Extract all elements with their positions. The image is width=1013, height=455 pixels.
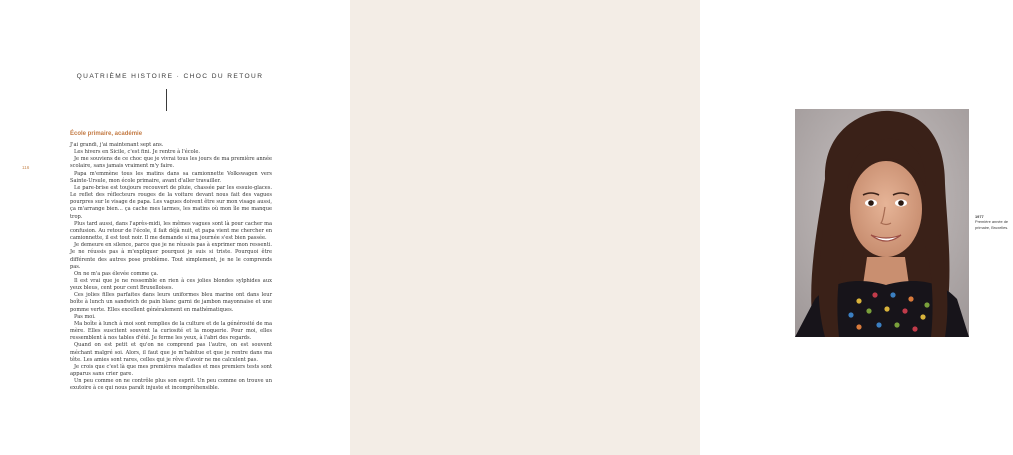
section-heading: QUATRIÈME HISTOIRE · CHOC DU RETOUR <box>76 73 264 80</box>
heading-divider <box>166 89 167 111</box>
paragraph: Papa m'emmène tous les matins dans sa camionnette Volkswagen vers Sainte-Ursule, mon école primaire, avant d'aller travailler. <box>70 170 272 184</box>
paragraph: Le pare-brise est toujours recouvert de pluie, chassée par les essuie-glaces. Le reflet des réflecteurs rouges de la voiture devant nous fait des vagues pourpres sur le visage de papa. Les vagues doivent être sur mon visage aussi, ça m'arrange bien… ça cache mes larmes, les matins où mon île me manque trop. <box>70 184 272 220</box>
page-number: 116 <box>22 165 30 170</box>
paragraph: Ma boîte à lunch à moi sont remplies de la culture et de la générosité de ma mère. Elles suscitent souvent la curiosité et la moquerie. Pour moi, elles ressemblent à nos tables d'été. Je ferme les yeux, à l'abri des regards. <box>70 320 272 342</box>
caption-year: 1977 <box>975 214 984 219</box>
paragraph: Un peu comme on ne contrôle plus son esprit. Un peu comme on trouve un exutoire à ce qui nous paraît injuste et incompréhensible. <box>70 378 272 392</box>
photo-caption <box>975 214 1013 230</box>
body-text <box>70 142 272 402</box>
caption-text: Première année de primaire, Bruxelles. <box>975 219 1009 230</box>
paragraph: J'ai grandi, j'ai maintenant sept ans. <box>70 142 164 148</box>
paragraph: Je crois que c'est là que mes premières maladies et mes premiers tests sont apparus sans crier gare. <box>70 363 272 377</box>
paragraph: On ne m'a pas élevée comme ça. <box>74 270 159 277</box>
subsection-title: École primaire, académie <box>70 131 143 137</box>
paragraph: Il est vrai que je ne ressemble en rien à ces jolies blondes sylphides aux yeux bleus, cent pour cent Bruxelloises. <box>70 277 272 292</box>
paragraph: Pas moi. <box>74 313 96 320</box>
left-page <box>0 0 350 455</box>
paragraph: Je me souviens de ce choc que je vivrai tous les jours de ma première année scolaire, sans jamais vraiment m'y faire. <box>70 156 272 170</box>
paragraph: Je demeure en silence, parce que je ne réussis pas à exprimer mon ressenti. Je ne réussis pas à m'expliquer pourquoi je suis si triste. Pourquoi être différente des autres pose problème. Tout simplement, je ne le comprends pas. <box>70 242 272 270</box>
right-page <box>350 0 1009 455</box>
portrait-photo <box>795 109 969 337</box>
paragraph: Ces jolies filles parfaites dans leurs uniformes bleu marine ont dans leur boîte à lunch un sandwich de pain blanc garni de jambon mayonnaise et une pomme verte. Elles excellent généralement en mathématiques. <box>70 292 272 313</box>
paragraph: Les hivers en Sicile, c'est fini. Je rentre à l'école. <box>74 149 200 156</box>
portrait-illustration <box>795 109 969 337</box>
paragraph: Plus tard aussi, dans l'après-midi, les mêmes vagues sont là pour cacher ma confusion. Au retour de l'école, il fait déjà nuit, et papa vient me chercher en camionnette, il est tout noir. Il me demande si ma journée s'est bien passée. <box>70 220 272 242</box>
paragraph: Quand on est petit et qu'on ne comprend pas l'autre, on est souvent méchant malgré soi. Alors, il faut que je m'habitue et que je rentre dans ma tête. Les amies sont rares, celles qui je rêve d'avoir ne me calculent pas. <box>70 342 272 363</box>
